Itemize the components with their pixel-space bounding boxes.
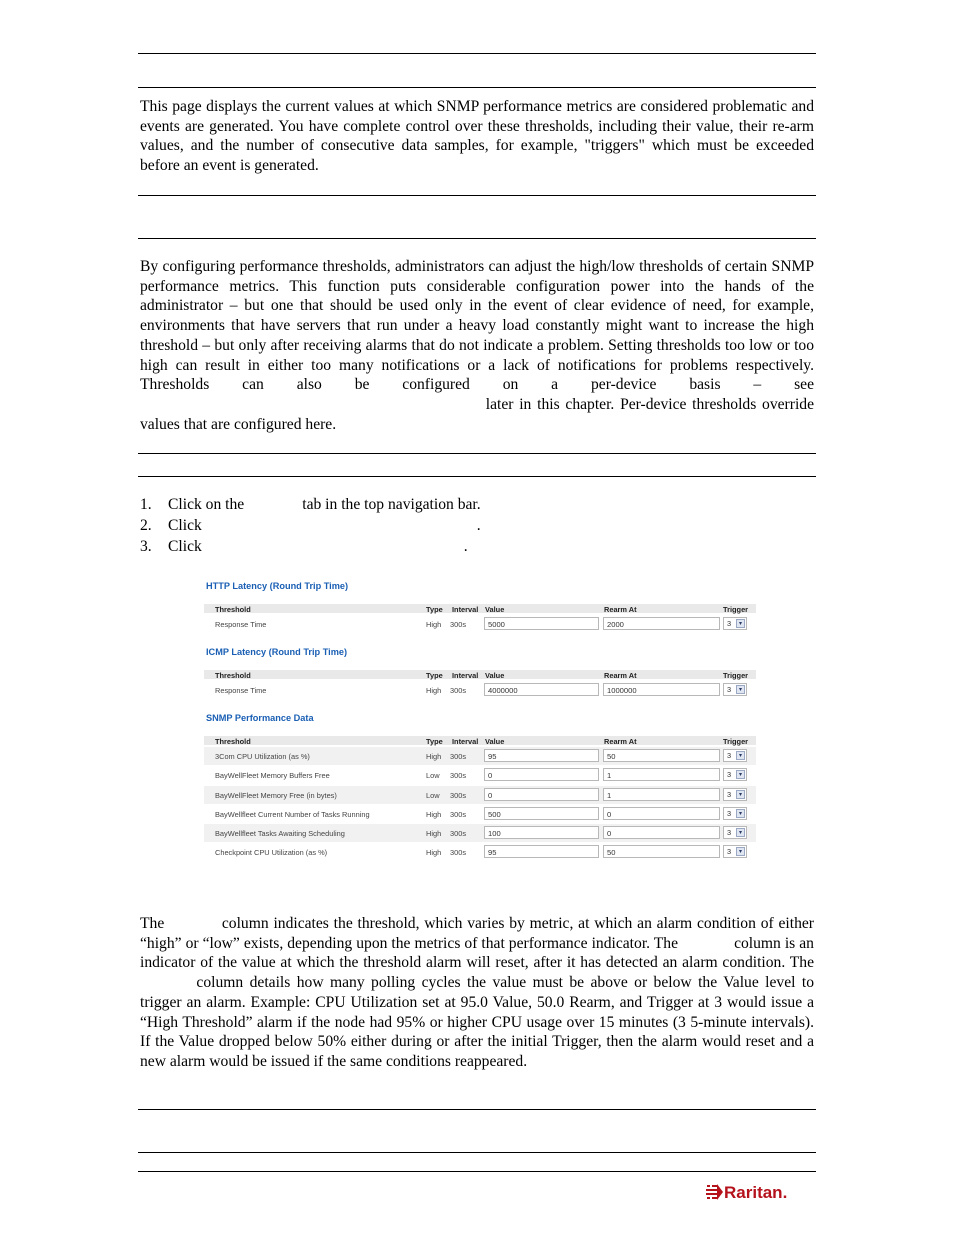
- chevron-down-icon: ▾: [736, 847, 745, 856]
- rearm-input[interactable]: 0: [603, 826, 720, 839]
- table-header: Threshold Type Interval Value Rearm At Trigger: [204, 604, 756, 613]
- value-input[interactable]: 95: [484, 845, 599, 858]
- step-item: [140, 494, 814, 515]
- footer-rule: [138, 1152, 816, 1153]
- chevron-down-icon: ▾: [736, 790, 745, 799]
- step-text: tab in the top navigation bar.: [302, 496, 481, 513]
- table-row: 3Com CPU Utilization (as %) High 300s 95 50 3 ▾: [204, 747, 756, 765]
- raritan-logo-text: Raritan.: [724, 1183, 788, 1202]
- rearm-input[interactable]: 0: [603, 807, 720, 820]
- value-input[interactable]: 95: [484, 749, 599, 762]
- trigger-select[interactable]: 3 ▾: [723, 845, 747, 858]
- trigger-select[interactable]: 3 ▾: [723, 768, 747, 781]
- rearm-input[interactable]: 50: [603, 749, 720, 762]
- section-rule: [138, 87, 816, 88]
- config-text-b: later in this chapter. Per-device thresholds override values that are configured here.: [140, 395, 814, 433]
- explain-text: The: [140, 915, 165, 932]
- section-rule: [138, 195, 816, 196]
- table-row: BayWellfleet Tasks Awaiting Scheduling High 300s 100 0 3 ▾: [204, 824, 756, 842]
- step-text: Click: [168, 517, 202, 534]
- table-row: Response Time High 300s 4000000 1000000 3 ▾: [204, 681, 756, 699]
- trigger-select[interactable]: 3 ▾: [723, 749, 747, 762]
- header-rule-top: [138, 53, 816, 54]
- step-item: [140, 515, 814, 536]
- step-number: 3.: [140, 538, 152, 555]
- section-rule: [138, 238, 816, 239]
- step-text: .: [476, 517, 481, 534]
- explain-text: column is an indicator of the value at which the threshold alarm will reset, after it has detected an alarm condition. The: [140, 934, 814, 972]
- value-input[interactable]: 0: [484, 768, 599, 781]
- section-rule: [138, 453, 816, 454]
- explanation-paragraph: [140, 914, 814, 1072]
- section-rule: [138, 1109, 816, 1110]
- chevron-down-icon: ▾: [736, 619, 745, 628]
- chevron-down-icon: ▾: [736, 770, 745, 779]
- table-row: Response Time High 300s 5000 2000 3 ▾: [204, 615, 756, 633]
- explain-text: column details how many polling cycles the value must be above or below the Value level to trigger an alarm. Example: CPU Utilization set at 95.0 Value, 50.0 Rearm, and Trigger at 3 would issue a “High Threshold” alarm if the node had 95% or higher CPU usage over 15 minutes (3 5-minute intervals). If the Value dropped below 50% either during or after the initial Trigger, then the alarm would reset and a new alarm would be issued if the same conditions reappeared.: [140, 974, 815, 1070]
- value-input[interactable]: 4000000: [484, 683, 599, 696]
- rearm-input[interactable]: 2000: [603, 617, 720, 630]
- explain-text: column indicates the threshold, which varies by metric, at which an alarm condition of either “high” or “low” exists, depending upon the metrics of that performance indicator. The: [140, 915, 814, 952]
- table-header: Threshold Type Interval Value Rearm At Trigger: [204, 736, 756, 745]
- trigger-select[interactable]: 3 ▾: [723, 826, 747, 839]
- table-row: BayWellFleet Memory Free (in bytes) Low 300s 0 1 3 ▾: [204, 786, 756, 804]
- step-number: 2.: [140, 517, 152, 534]
- trigger-select[interactable]: 3 ▾: [723, 617, 747, 630]
- section-rule: [138, 476, 816, 477]
- value-input[interactable]: 500: [484, 807, 599, 820]
- trigger-select[interactable]: 3 ▾: [723, 683, 747, 696]
- config-text-a: By configuring performance thresholds, administrators can adjust the high/low thresholds of certain SNMP performance metrics. This function puts considerable configuration power into the hands of the administrator – but one that should be used only in the event of clear evidence of need, for example, environments that have servers that run under a heavy load constantly might want to increase the high threshold – but only after receiving alarms that do not indicate a problem. Setting thresholds too low or too high can result in either too many notifications or a lack of notifications for problems respectively. Thresholds can also be configured on a per-device basis – see: [140, 258, 814, 394]
- chevron-down-icon: ▾: [736, 809, 745, 818]
- intro-paragraph: This page displays the current values at which SNMP performance metrics are considered problematic and events are generated. You have complete control over these thresholds, including their value, their re-arm values, and the number of consecutive data samples, for example, "triggers" which must be exceeded before an event is generated.: [140, 98, 814, 175]
- step-text: Click on the: [168, 496, 245, 513]
- step-text: Click: [168, 538, 202, 555]
- table-header: Threshold Type Interval Value Rearm At Trigger: [204, 670, 756, 679]
- config-paragraph: [140, 257, 814, 434]
- rearm-input[interactable]: 1: [603, 768, 720, 781]
- raritan-logo-mark: [706, 1184, 723, 1200]
- section-title-icmp: ICMP Latency (Round Trip Time): [206, 647, 348, 657]
- trigger-select[interactable]: 3 ▾: [723, 788, 747, 801]
- table-row: Checkpoint CPU Utilization (as %) High 300s 95 50 3 ▾: [204, 843, 756, 861]
- table-row: BayWellfleet Current Number of Tasks Running High 300s 500 0 3 ▾: [204, 805, 756, 823]
- steps-list: [140, 494, 814, 557]
- footer-rule: [138, 1171, 816, 1172]
- chevron-down-icon: ▾: [736, 685, 745, 694]
- step-number: 1.: [140, 496, 152, 513]
- rearm-input[interactable]: 1: [603, 788, 720, 801]
- trigger-select[interactable]: 3 ▾: [723, 807, 747, 820]
- step-item: [140, 536, 814, 557]
- section-title-http: HTTP Latency (Round Trip Time): [206, 581, 349, 591]
- thresholds-screenshot: [200, 576, 760, 866]
- raritan-logo: [706, 1180, 812, 1204]
- step-text: .: [463, 538, 468, 555]
- chevron-down-icon: ▾: [736, 751, 745, 760]
- table-row: BayWellFleet Memory Buffers Free Low 300s 0 1 3 ▾: [204, 766, 756, 784]
- chevron-down-icon: ▾: [736, 828, 745, 837]
- rearm-input[interactable]: 50: [603, 845, 720, 858]
- value-input[interactable]: 100: [484, 826, 599, 839]
- rearm-input[interactable]: 1000000: [603, 683, 720, 696]
- value-input[interactable]: 0: [484, 788, 599, 801]
- section-title-snmp: SNMP Performance Data: [206, 713, 314, 723]
- value-input[interactable]: 5000: [484, 617, 599, 630]
